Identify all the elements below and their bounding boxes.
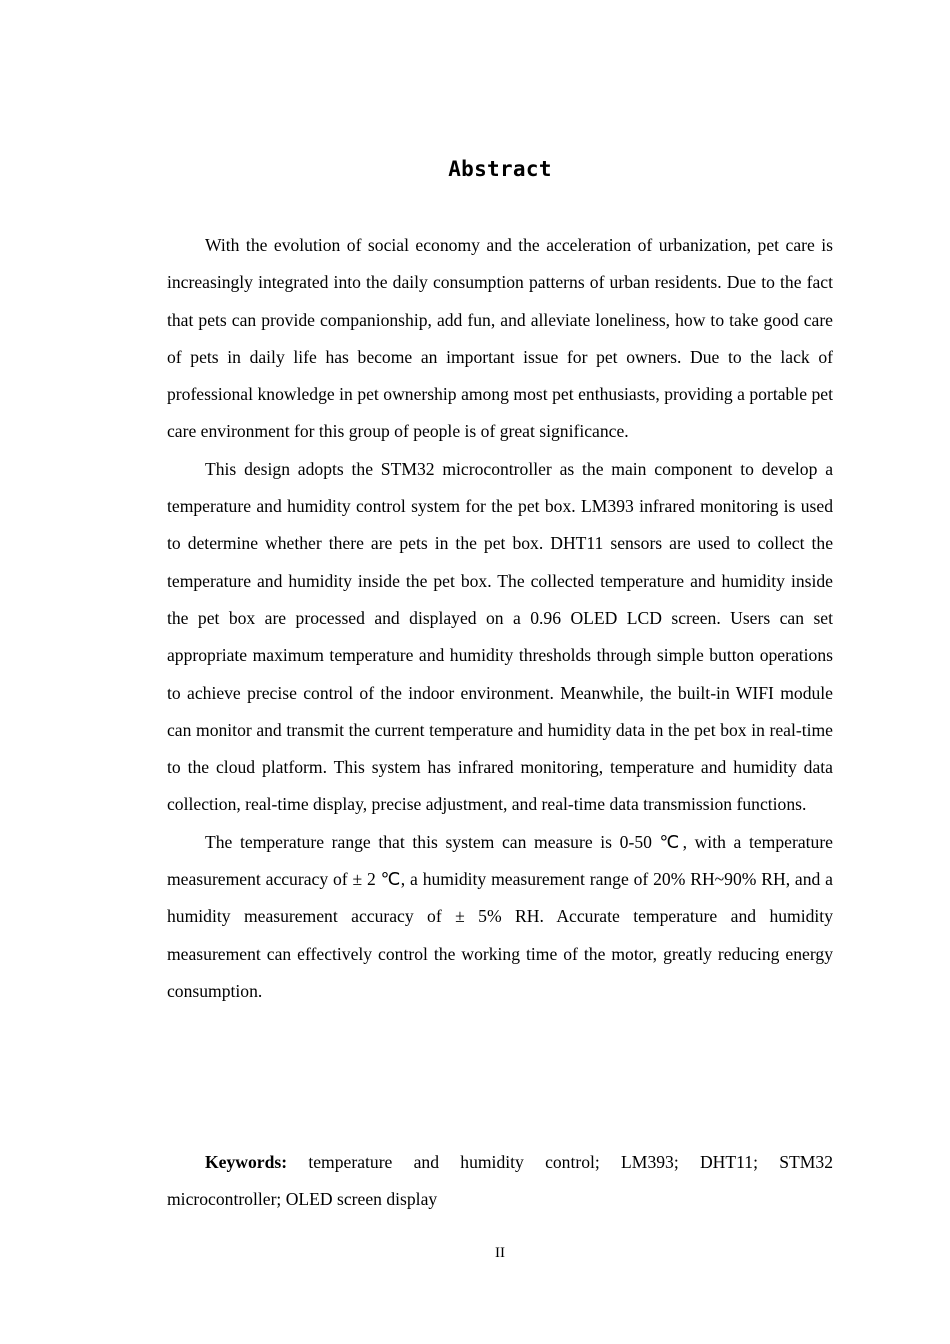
abstract-paragraph-1: With the evolution of social economy and the acceleration of urbanization, pet care is increasingly integrated into the daily consumption patterns of urban residents. Due to the fact that pets can provide companionship, add fun, and alleviate loneliness, how to take good care of pets in daily life has become an important issue for pet owners. Due to the lack of professional knowledge in pet ownership among most pet enthusiasts, providing a portable pet care environment for this group of people is of great significance. <box>167 235 833 442</box>
abstract-paragraph-3: The temperature range that this system can measure is 0-50 ℃, with a temperature measurement accuracy of ± 2 ℃, a humidity measurement range of 20% RH~90% RH, and a humidity measurement accuracy of ± 5% RH. Accurate temperature and humidity measurement can effectively control the working time of the motor, greatly reducing energy consumption. <box>167 831 833 1001</box>
keywords-line <box>167 1144 833 1219</box>
abstract-body <box>167 227 833 1010</box>
abstract-title: Abstract <box>448 157 552 181</box>
page-number: II <box>495 1245 505 1261</box>
keywords-label: Keywords: <box>205 1152 288 1172</box>
keywords-text: temperature and humidity control; LM393; DHT11; STM32 microcontroller; OLED screen display <box>167 1152 833 1210</box>
abstract-paragraph-2: This design adopts the STM32 microcontroller as the main component to develop a temperature and humidity control system for the pet box. LM393 infrared monitoring is used to determine whether there are pets in the pet box. DHT11 sensors are used to collect the temperature and humidity inside the pet box. The collected temperature and humidity inside the pet box are processed and displayed on a 0.96 OLED LCD screen. Users can set appropriate maximum temperature and humidity thresholds through simple button operations to achieve precise control of the indoor environment. Meanwhile, the built-in WIFI module can monitor and transmit the current temperature and humidity data in the pet box in real-time to the cloud platform. This system has infrared monitoring, temperature and humidity data collection, real-time display, precise adjustment, and real-time data transmission functions. <box>167 458 833 815</box>
